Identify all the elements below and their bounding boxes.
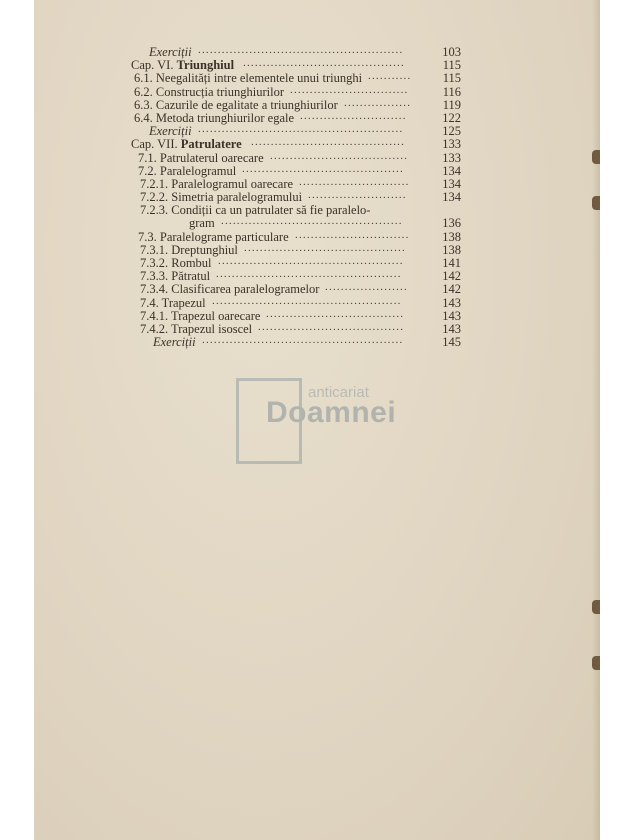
toc-entry-title: 7.2.3. Condiții ca un patrulater să fie paralelo- bbox=[140, 203, 371, 218]
toc-page-number: 143 bbox=[442, 308, 461, 323]
toc-page-number: 122 bbox=[442, 110, 461, 125]
toc-page-number: 145 bbox=[442, 335, 461, 350]
toc-page-number: 103 bbox=[442, 45, 461, 59]
dot-leader: ................................................... bbox=[202, 334, 404, 347]
dot-leader: ................................... bbox=[270, 149, 409, 162]
binding-hole-mark bbox=[592, 196, 600, 210]
toc-entry-title: 7.3.1. Dreptunghiul bbox=[140, 242, 238, 257]
toc-entry-title: 7.1. Patrulaterul oarecare bbox=[138, 150, 264, 165]
toc-entry-title: 6.3. Cazurile de egalitate a triunghiurilor bbox=[134, 97, 338, 112]
dot-leader: .................................................... bbox=[198, 44, 404, 56]
toc-page-number: 143 bbox=[442, 295, 461, 310]
toc-page-number: 134 bbox=[442, 163, 461, 178]
toc-entry-title: 7.3.2. Rombul bbox=[140, 256, 212, 270]
toc-entry-title: 7.3.4. Clasificarea paralelogramelor bbox=[140, 282, 320, 297]
dot-leader: ............................ bbox=[299, 175, 410, 188]
dot-leader: ......................................... bbox=[242, 162, 404, 175]
dot-leader: ............................................... bbox=[216, 268, 402, 281]
dot-leader: ........................... bbox=[300, 109, 407, 122]
dot-leader: .............................. bbox=[290, 83, 409, 96]
toc-entry-title: 7.3. Paralelograme particulare bbox=[138, 229, 289, 244]
table-of-contents bbox=[131, 46, 461, 349]
toc-entry-title: Exerciții bbox=[149, 124, 192, 139]
toc-entry-title: gram bbox=[189, 216, 215, 231]
dot-leader: ................. bbox=[344, 96, 412, 109]
dot-leader: ....................................... bbox=[251, 136, 406, 149]
toc-page-number: 115 bbox=[442, 58, 461, 73]
toc-entry-title: 6.2. Construcția triunghiurilor bbox=[134, 84, 284, 99]
watermark-line-1: anticariat bbox=[308, 384, 369, 401]
toc-entry-title: 6.4. Metoda triunghiurilor egale bbox=[134, 110, 295, 125]
toc-page-number: 125 bbox=[442, 124, 461, 139]
toc-entry-title: Cap. VII. Patrulatere bbox=[131, 137, 242, 152]
toc-entry-title: 6.1. Neegalități intre elementele unui triunghi bbox=[134, 71, 363, 86]
toc-page-number: 138 bbox=[442, 229, 461, 244]
binding-hole-mark bbox=[592, 600, 600, 614]
toc-page-number: 142 bbox=[442, 269, 461, 284]
toc-page-number: 134 bbox=[442, 190, 461, 205]
dot-leader: ......................... bbox=[308, 189, 407, 202]
toc-entry-title: Exerciții bbox=[149, 45, 192, 59]
toc-entry-title: 7.4.1. Trapezul oarecare bbox=[140, 308, 261, 323]
dot-leader: ............................. bbox=[295, 228, 410, 241]
toc-entry-title: 7.3.3. Pătratul bbox=[140, 269, 211, 284]
toc-page-number: 133 bbox=[442, 137, 461, 152]
dot-leader: ............................................... bbox=[218, 255, 404, 267]
toc-entry-title: 7.2. Paralelogramul bbox=[138, 163, 237, 178]
toc-page-number: 141 bbox=[442, 256, 461, 270]
toc-page-number: 134 bbox=[442, 176, 461, 191]
dot-leader: ..................... bbox=[325, 281, 408, 294]
dot-leader: ........... bbox=[368, 70, 412, 83]
toc-entry bbox=[131, 336, 461, 349]
toc-page-number: 116 bbox=[442, 84, 461, 99]
dot-leader: ..................................... bbox=[258, 320, 405, 333]
dot-leader: .................................................... bbox=[198, 123, 404, 136]
dot-leader: ................................... bbox=[266, 307, 405, 320]
toc-entry-title: 7.4. Trapezul bbox=[140, 295, 206, 310]
watermark-line-2: Doamnei bbox=[266, 396, 397, 429]
toc-entry-title: 7.4.2. Trapezul isoscel bbox=[140, 321, 253, 336]
toc-entry-title: Cap. VI. Triunghiul bbox=[131, 58, 235, 73]
toc-entry-title: Exerciții bbox=[153, 335, 196, 350]
dot-leader: ................................................ bbox=[212, 294, 402, 307]
binding-hole-mark bbox=[592, 150, 600, 164]
dot-leader: ......................................... bbox=[243, 57, 405, 70]
toc-entry-title: 7.2.2. Simetria paralelogramului bbox=[140, 190, 303, 205]
watermark-logo bbox=[236, 378, 436, 462]
toc-page-number: 138 bbox=[442, 242, 461, 257]
toc-page-number: 115 bbox=[442, 71, 461, 86]
book-page bbox=[34, 0, 600, 840]
toc-entry-title: 7.2.1. Paralelogramul oarecare bbox=[140, 176, 294, 191]
dot-leader: ......................................... bbox=[244, 241, 406, 254]
toc-page-number: 142 bbox=[442, 282, 461, 297]
dot-leader: .............................................. bbox=[221, 215, 403, 228]
binding-hole-mark bbox=[592, 656, 600, 670]
toc-page-number: 119 bbox=[442, 97, 461, 112]
toc-page-number: 133 bbox=[442, 150, 461, 165]
toc-page-number: 136 bbox=[442, 216, 461, 231]
toc-page-number: 143 bbox=[442, 321, 461, 336]
